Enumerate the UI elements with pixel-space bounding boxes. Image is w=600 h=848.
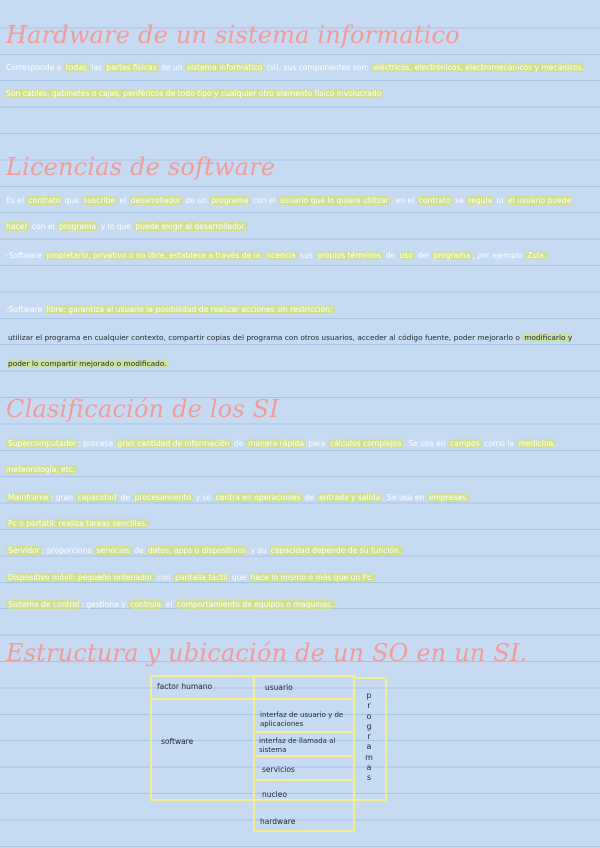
programas-letter: s: [366, 773, 372, 783]
highlighted-text: propietario, privativo o no libre, establece a través de la: [46, 251, 261, 260]
diagram-programas-label: [364, 691, 374, 784]
text-segment: con el: [29, 222, 58, 232]
text-segment: de: [302, 493, 317, 502]
text-segment: el: [117, 196, 129, 205]
diagram-divider: [253, 675, 255, 801]
text-segment: , por ejemplo: [472, 251, 526, 260]
text-segment: de: [118, 493, 133, 502]
highlighted-text: todas: [65, 63, 87, 72]
text-segment: : gestiona y: [81, 600, 129, 609]
text-segment: se: [452, 196, 467, 205]
highlighted-text: programa: [59, 222, 97, 232]
text-segment: : proporciona: [41, 546, 95, 555]
text-segment: , en el: [390, 196, 417, 205]
highlighted-text: medicina, meteorología, etc.: [6, 439, 556, 475]
software-libre-item: [6, 297, 596, 323]
heading-licencias: Licencias de software: [6, 153, 276, 181]
text-segment: utilizar el programa en cualquier contexto, compartir copias del programa con otros usuarios, acceder al código fuente, poder mejorarlo o: [8, 333, 523, 342]
highlighted-text: hace lo mismo o más que un Pc.: [250, 573, 374, 582]
text-segment: que: [229, 573, 249, 582]
heading-estructura: Estructura y ubicación de un SO en un SI.: [6, 639, 528, 667]
diagram-interfaz-usuario: interfaz de usuario y de aplicaciones: [260, 711, 344, 728]
text-segment: y lo que: [98, 222, 134, 232]
highlighted-text: uso: [399, 251, 413, 260]
highlighted-text: empresas.: [428, 493, 469, 502]
highlighted-text: capacidad: [77, 493, 117, 502]
software-propietario-item: [6, 243, 596, 269]
text-segment: : gran: [50, 493, 76, 502]
diagram-interfaz-llamada: interfaz de llamada al sistema: [259, 737, 336, 754]
text-segment: con: [154, 573, 174, 582]
diagram-servicios: servicios: [262, 765, 295, 774]
highlighted-text: comportamiento de equipos o maquinas.: [176, 600, 334, 609]
highlighted-text: Dispositivo móvil: pequeño ordenador: [8, 573, 153, 582]
text-segment: de un: [158, 63, 186, 72]
text-segment: Es el: [6, 196, 27, 205]
clasificacion-dispositivo-movil: [6, 565, 596, 591]
text-segment: las: [88, 63, 105, 72]
highlighted-text: pantalla táctil: [175, 573, 228, 582]
text-segment: como la: [481, 439, 517, 448]
clasificacion-mainframe: [6, 485, 596, 511]
highlighted-text: programa: [211, 196, 249, 205]
programas-letter: g: [366, 721, 372, 731]
text-segment: y su: [248, 546, 269, 555]
so-structure-diagram: [150, 675, 387, 832]
text-segment: de un: [182, 196, 210, 205]
text-segment: de: [383, 251, 398, 260]
software-libre-detail: [8, 325, 594, 378]
clasificacion-servidor: [6, 538, 596, 564]
programas-letter: r: [367, 732, 371, 742]
clasificacion-supercomputador: [6, 431, 596, 484]
text-segment: -Software: [6, 305, 45, 314]
programas-letter: a: [366, 763, 372, 773]
highlighted-text: campos: [450, 439, 480, 448]
highlighted-text: desarrollador: [130, 196, 181, 205]
highlighted-text: licencia: [266, 251, 296, 260]
diagram-hardware-box: [253, 799, 355, 832]
text-segment: : procesa: [78, 439, 116, 448]
programas-letter: p: [366, 691, 372, 700]
diagram-nucleo: nucleo: [262, 790, 287, 799]
highlighted-text: Mainframe: [8, 493, 49, 502]
diagram-divider: [253, 779, 355, 781]
highlighted-text: Servidor: [8, 546, 40, 555]
text-segment: lo: [494, 196, 506, 205]
highlighted-text: suscribe: [83, 196, 116, 205]
highlighted-text: el usuario puede hacer: [6, 196, 572, 232]
highlighted-text: sistema informático: [187, 63, 263, 72]
text-segment: . Se usa en: [382, 493, 427, 502]
text-segment: de: [131, 546, 147, 555]
highlighted-text: centra en operaciones: [215, 493, 301, 502]
heading-hardware: Hardware de un sistema informatico: [6, 21, 460, 49]
programas-letter: a: [366, 742, 372, 752]
programas-letter: r: [367, 701, 371, 711]
highlighted-text: eléctricos, electrónicos, electromecánicos y mecánicos. Son cables, gabinetes o cajas, periféricos de todo tipo y cualquier otro elemento físico involucrado: [6, 63, 585, 99]
highlighted-text: datos, apps o dispositivos: [148, 546, 247, 555]
highlighted-text: libre: garantiza al usuario la posibilidad de realizar acciones sin restricción:: [46, 305, 333, 314]
programas-letter: m: [365, 752, 373, 762]
diagram-usuario: usuario: [265, 683, 293, 692]
highlighted-text: regula: [468, 196, 493, 205]
text-segment: . Se usa en: [403, 439, 448, 448]
highlighted-text: usuario que lo quiere utilizar: [280, 196, 389, 205]
highlighted-text: cálculos complejos: [329, 439, 402, 448]
highlighted-text: programa: [433, 251, 471, 260]
highlighted-text: manera rápida: [247, 439, 304, 448]
text-segment: el: [163, 600, 175, 609]
highlighted-text: gran cantidad de información: [117, 439, 230, 448]
highlighted-text: Zula.: [527, 251, 547, 260]
text-segment: -Software: [6, 251, 45, 260]
highlighted-text: Pc o portátil: realiza tareas sencillas.: [8, 519, 148, 528]
clasificacion-pc: [6, 511, 596, 537]
text-segment: con el: [250, 196, 279, 205]
diagram-software: software: [161, 737, 194, 746]
diagram-divider: [253, 755, 355, 757]
clasificacion-sistema-control: [6, 592, 596, 618]
diagram-factor-humano: factor humano: [157, 682, 213, 691]
text-segment: para: [305, 439, 328, 448]
text-segment: Corresponde a: [6, 63, 64, 72]
highlighted-text: modificarlo y poder lo compartir mejorado o modificado.: [8, 333, 573, 369]
highlighted-text: propios términos: [317, 251, 382, 260]
text-segment: que: [62, 196, 82, 205]
heading-clasificacion: Clasificación de los SI: [6, 395, 280, 423]
text-segment: (si), sus componentes son:: [264, 63, 372, 72]
hardware-paragraph: [6, 55, 596, 108]
highlighted-text: partes físicas: [106, 63, 157, 72]
highlighted-text: capacidad depende de su función.: [270, 546, 402, 555]
highlighted-text: procesamiento: [134, 493, 192, 502]
diagram-hardware: hardware: [260, 817, 296, 826]
licencias-paragraph: [6, 188, 596, 241]
highlighted-text: controla: [130, 600, 162, 609]
text-segment: de: [231, 439, 246, 448]
highlighted-text: servicios: [96, 546, 130, 555]
highlighted-text: entrada y salida: [318, 493, 381, 502]
highlighted-text: Supercomputador: [8, 439, 77, 448]
text-segment: del: [414, 251, 432, 260]
text-segment: sus: [297, 251, 316, 260]
highlighted-text: Sistema de control: [8, 600, 80, 609]
text-segment: y se: [193, 493, 214, 502]
highlighted-text: contrato: [28, 196, 61, 205]
diagram-divider: [253, 731, 355, 733]
highlighted-text: puede exigir al desarrollador.: [135, 222, 247, 232]
highlighted-text: contrato: [418, 196, 451, 205]
programas-letter: o: [366, 711, 372, 721]
